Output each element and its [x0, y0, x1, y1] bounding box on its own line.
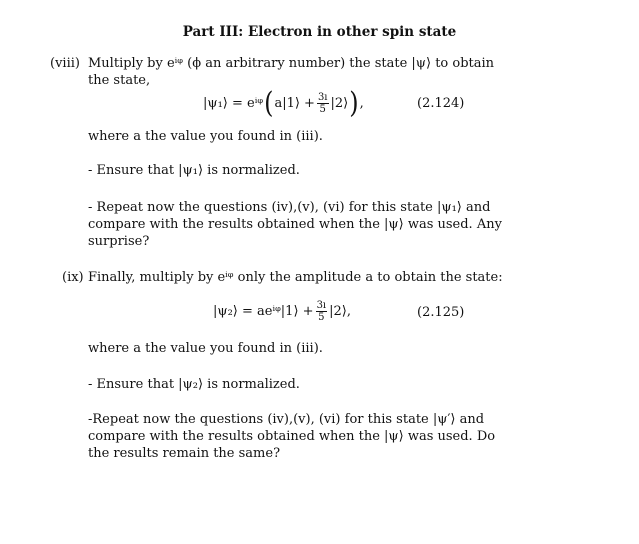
- item-viii-repeat-2: compare with the results obtained when the |ψ⟩ was used. Any: [88, 217, 502, 232]
- equation-2-125: [213, 296, 351, 326]
- item-ix-repeat-1: -Repeat now the questions (iv),(v), (vi) for this state |ψ′⟩ and: [88, 412, 485, 427]
- item-ix-line1: Finally, multiply by eⁱᵠ only the amplitude a to obtain the state:: [88, 270, 503, 285]
- equation-lhs: |ψ₂⟩ = aeⁱᵠ|1⟩ +: [213, 303, 314, 319]
- equation-2-124: [203, 88, 364, 118]
- close-paren: ): [349, 86, 359, 120]
- item-ix-repeat-2: compare with the results obtained when the |ψ⟩ was used. Do: [88, 429, 496, 444]
- equation-term1: a|1⟩ +: [274, 95, 315, 111]
- item-label-ix: (ix): [62, 270, 84, 285]
- item-viii-line2: the state,: [88, 73, 151, 88]
- fraction: [316, 300, 328, 323]
- fraction: [317, 92, 329, 115]
- item-viii-where: where a the value you found in (iii).: [88, 129, 323, 144]
- fraction-denominator: 5: [318, 311, 325, 323]
- item-viii-line1: Multiply by eⁱᵠ (ϕ an arbitrary number) the state |ψ⟩ to obtain: [88, 56, 495, 71]
- equation-trail: ,: [359, 95, 364, 111]
- item-viii-repeat-1: - Repeat now the questions (iv),(v), (vi) for this state |ψ₁⟩ and: [88, 200, 491, 215]
- item-label-viii: (viii): [50, 56, 80, 71]
- fraction-numerator: 3ı: [316, 299, 327, 311]
- equation-number-2-124: (2.124): [417, 96, 465, 111]
- section-heading: Part III: Electron in other spin state: [182, 24, 457, 40]
- equation-term2: |2⟩,: [329, 303, 351, 319]
- equation-term2: |2⟩: [330, 95, 349, 111]
- equation-number-2-125: (2.125): [417, 305, 465, 320]
- item-ix-repeat-3: the results remain the same?: [88, 446, 281, 461]
- equation-lhs: |ψ₁⟩ = eⁱᵠ: [203, 95, 264, 111]
- open-paren: (: [264, 86, 274, 120]
- fraction-denominator: 5: [319, 103, 326, 115]
- item-ix-where: where a the value you found in (iii).: [88, 341, 323, 356]
- item-viii-repeat-3: surprise?: [88, 234, 150, 249]
- fraction-numerator: 3ı: [317, 91, 328, 103]
- item-ix-ensure: - Ensure that |ψ₂⟩ is normalized.: [88, 377, 300, 392]
- item-viii-ensure: - Ensure that |ψ₁⟩ is normalized.: [88, 163, 300, 178]
